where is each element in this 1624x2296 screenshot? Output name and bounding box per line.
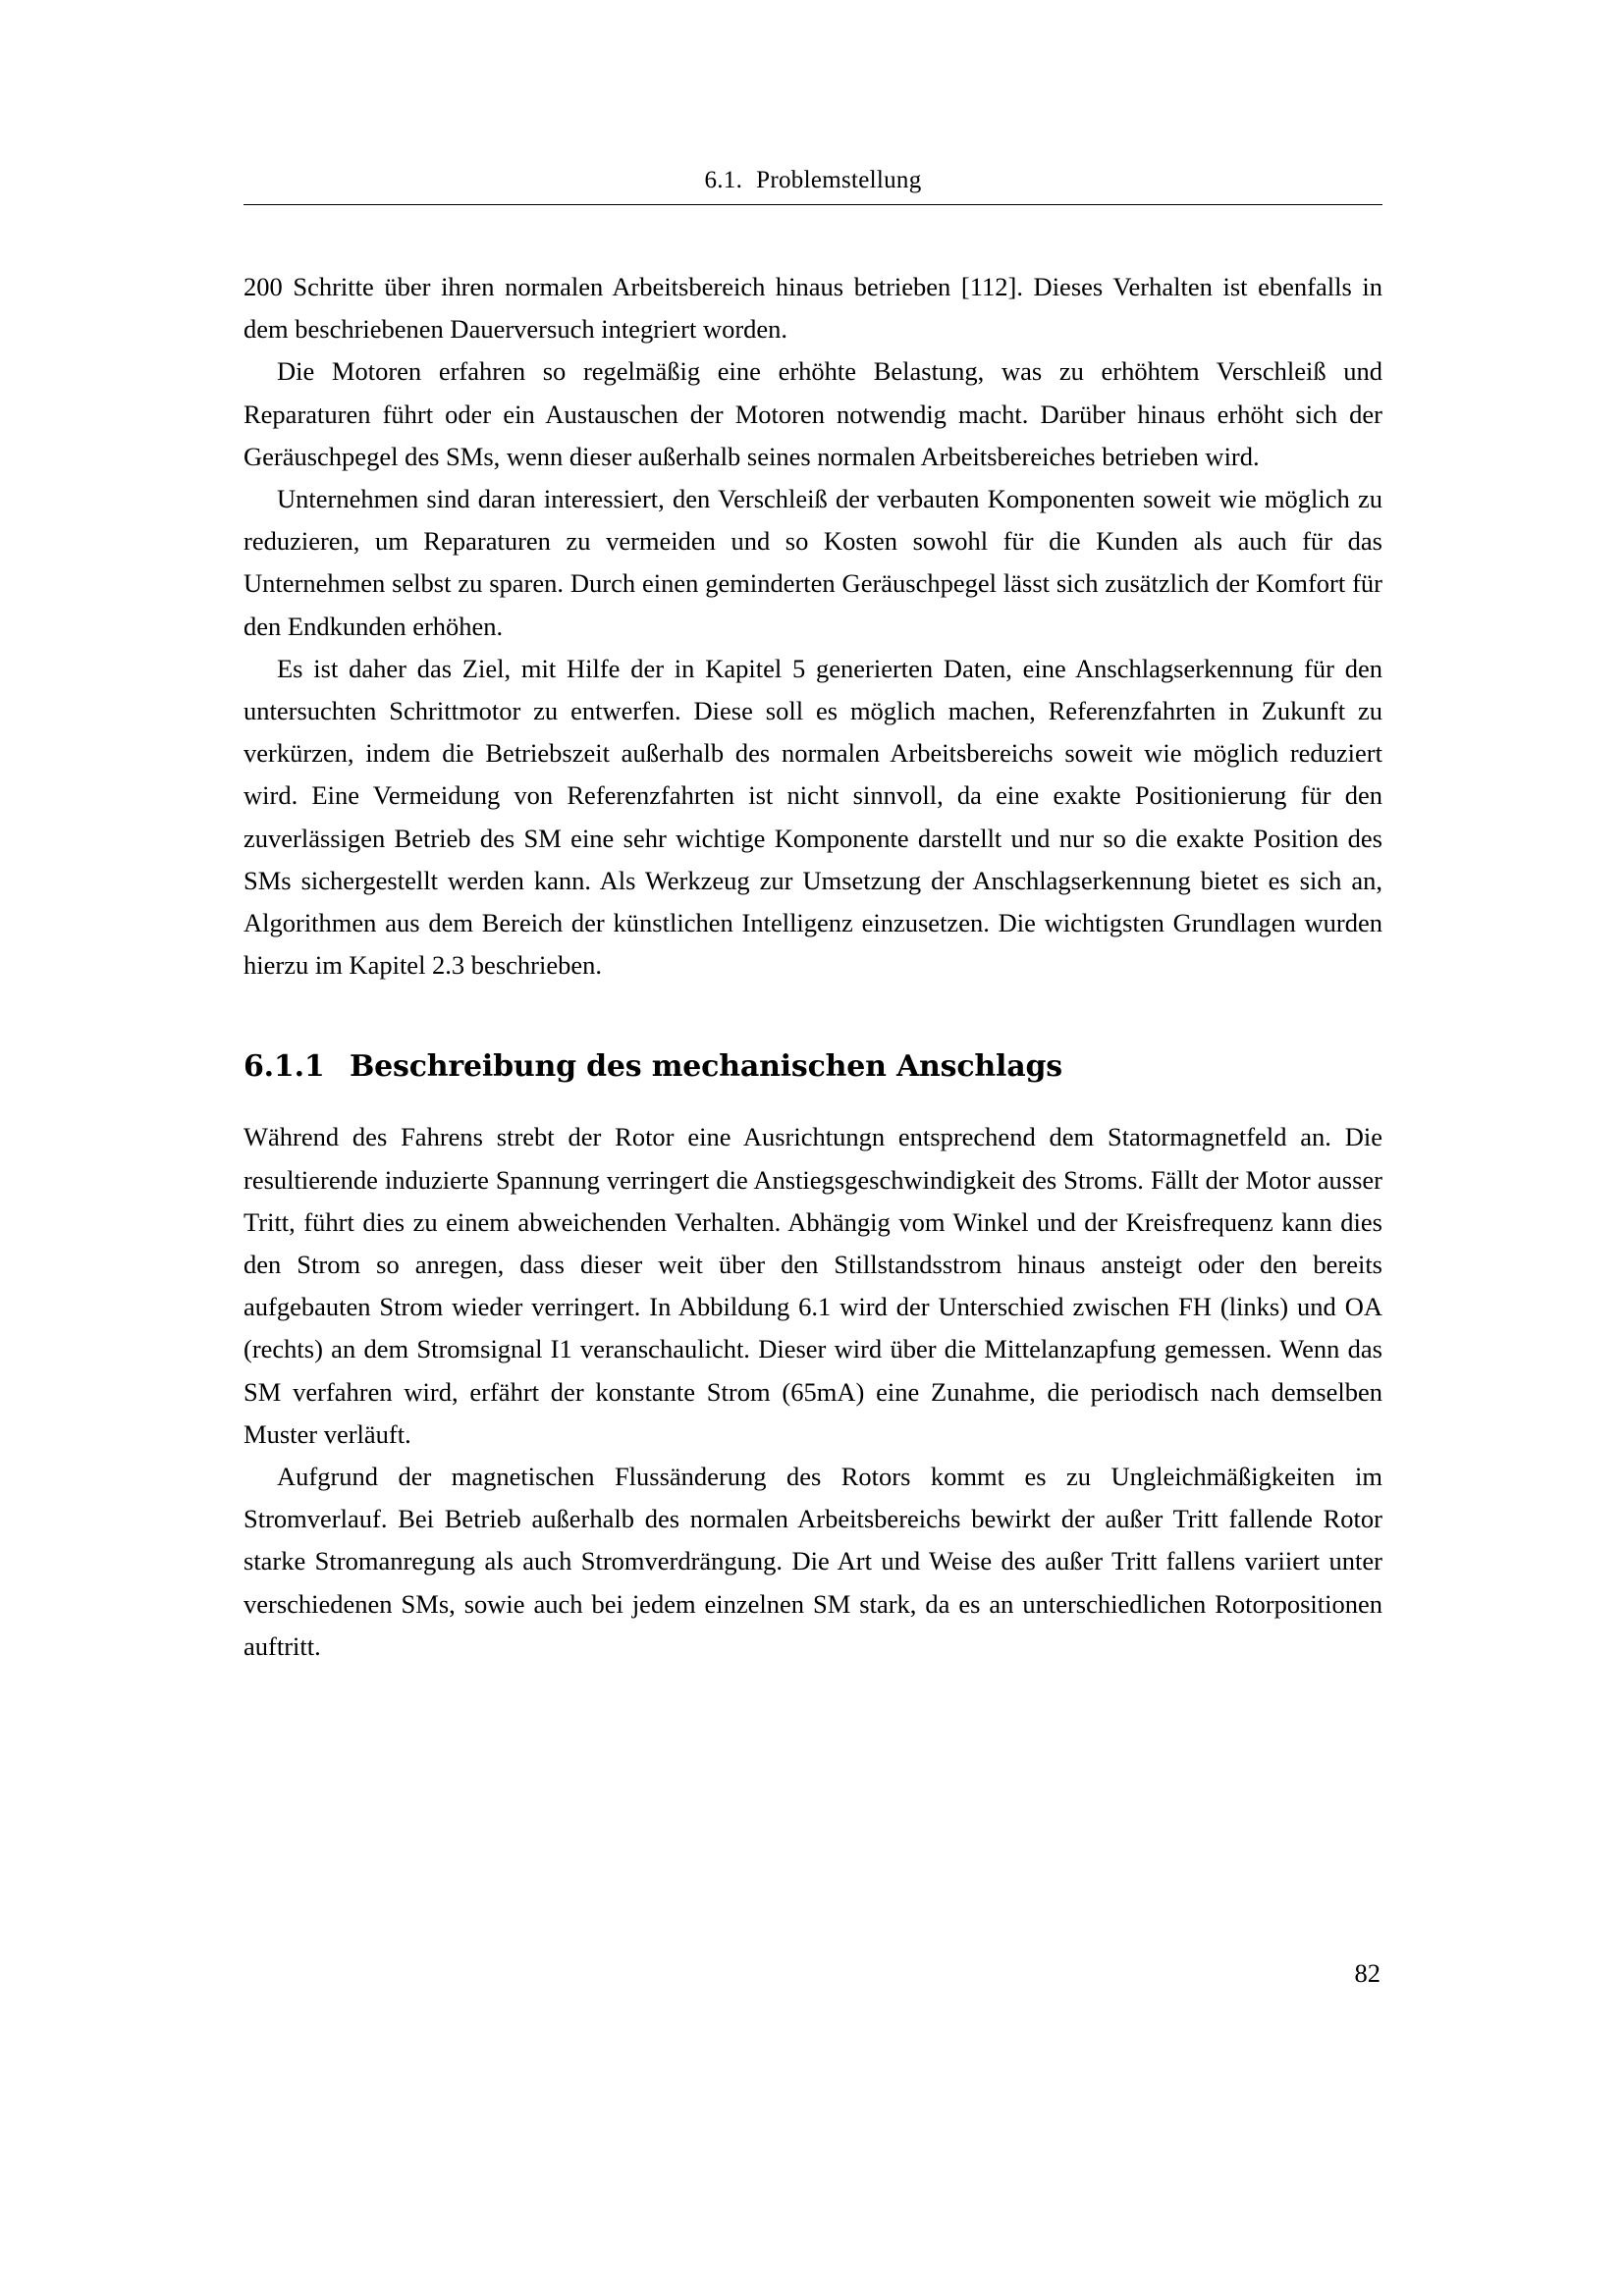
body-paragraph-4: Es ist daher das Ziel, mit Hilfe der in Kapitel 5 generierten Daten, eine Anschlagserkennung für den untersuchten Schrittmotor zu entwerfen. Diese soll es möglich machen, Referenzfahrten in Zukunft zu verkürzen, indem die Betriebszeit außerhalb des normalen Arbeitsbereichs soweit wie möglich reduziert wird. Eine Vermeidung von Referenzfahrten ist nicht sinnvoll, da eine exakte Positionierung für den zuverlässigen Betrieb des SM eine sehr wichtige Komponente darstellt und nur so die exakte Position des SMs sichergestellt werden kann. Als Werkzeug zur Umsetzung der Anschlagserkennung bietet es sich an, Algorithmen aus dem Bereich der künstlichen Intelligenz einzusetzen. Die wichtigsten Grundlagen wurden hierzu im Kapitel 2.3 beschrieben. bbox=[244, 653, 1382, 981]
running-head-title: Problemstellung bbox=[756, 167, 922, 193]
subsection-heading bbox=[244, 1047, 1382, 1087]
subsection-paragraph-1: Während des Fahrens strebt der Rotor eine Ausrichtungn entsprechend dem Statormagnetfeld an. Die resultierende induzierte Spannung verringert die Anstiegsgeschwindigkeit des Stroms. Fällt der Motor ausser Tritt, führt dies zu einem abweichenden Verhalten. Abhängig vom Winkel und der Kreisfrequenz kann dies den Strom so anregen, dass dieser weit über den Stillstandsstrom hinaus ansteigt oder den bereits aufgebauten Strom wieder verringert. In Abbildung 6.1 wird der Unterschied zwischen FH (links) und OA (rechts) an dem Stromsignal I1 veranschaulicht. Dieser wird über die Mittelanzapfung gemessen. Wenn das SM verfahren wird, erfährt der konstante Strom (65mA) eine Zunahme, die periodisch nach demselben Muster verläuft. bbox=[244, 1122, 1382, 1449]
body-paragraph-3: Unternehmen sind daran interessiert, den Verschleiß der verbauten Komponenten soweit wie möglich zu reduzieren, um Reparaturen zu vermeiden und so Kosten sowohl für die Kunden als auch für das Unternehmen selbst zu sparen. Durch einen geminderten Geräuschpegel lässt sich zusätzlich der Komfort für den Endkunden erhöhen. bbox=[244, 484, 1382, 641]
running-head bbox=[244, 167, 1382, 204]
subsection-title: Beschreibung des mechanischen Anschlags bbox=[350, 1049, 1062, 1085]
subsection-paragraph-2: Aufgrund der magnetischen Flussänderung des Rotors kommt es zu Ungleichmäßigkeiten im Stromverlauf. Bei Betrieb außerhalb des normalen Arbeitsbereichs bewirkt der außer Tritt fallende Rotor starke Stromanregung als auch Stromverdrängung. Die Art und Weise des außer Tritt fallens variiert unter verschiedenen SMs, sowie auch bei jedem einzelnen SM stark, da es an unterschiedlichen Rotorpositionen auftritt. bbox=[244, 1462, 1382, 1661]
body-paragraph-1: 200 Schritte über ihren normalen Arbeitsbereich hinaus betrieben [112]. Dieses Verhalten ist ebenfalls in dem beschriebenen Dauerversuch integriert worden. bbox=[244, 272, 1382, 345]
page-content bbox=[244, 167, 1382, 1668]
running-head-section-number: 6.1. bbox=[704, 167, 743, 193]
page-number: 82 bbox=[1354, 1958, 1380, 1988]
subsection-number: 6.1.1 bbox=[244, 1049, 325, 1085]
body-paragraph-2: Die Motoren erfahren so regelmäßig eine erhöhte Belastung, was zu erhöhtem Verschleiß und Reparaturen führt oder ein Austauschen der Motoren notwendig macht. Darüber hinaus erhöht sich der Geräuschpegel des SMs, wenn dieser außerhalb seines normalen Arbeitsbereiches betrieben wird. bbox=[244, 356, 1382, 471]
header-rule bbox=[244, 204, 1382, 205]
